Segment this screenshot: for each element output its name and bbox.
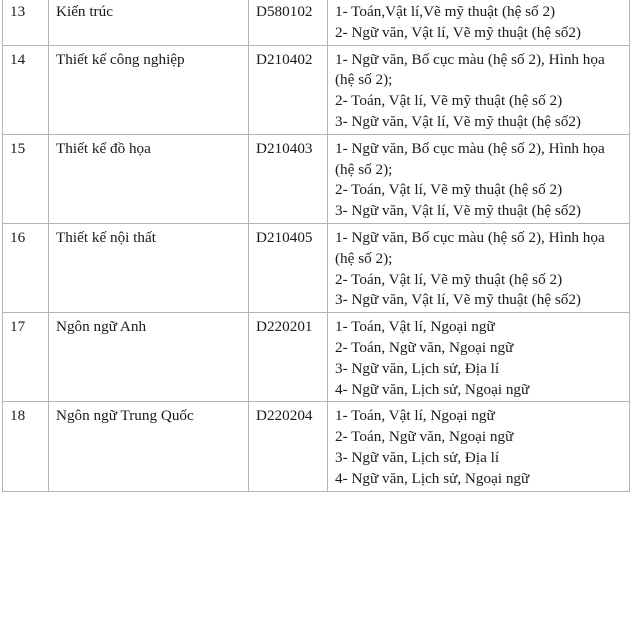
admissions-table: [2, 0, 630, 492]
table-body: [3, 0, 630, 491]
subject-combination: 3- Ngữ văn, Vật lí, Vẽ mỹ thuật (hệ số2): [335, 202, 581, 220]
table-row: [3, 402, 630, 491]
major-name: Thiết kế nội thất: [49, 223, 249, 312]
subject-combination: 1- Toán, Vật lí, Ngoại ngữ: [335, 407, 495, 425]
major-code: D220204: [249, 402, 328, 491]
row-number: 16: [3, 223, 49, 312]
row-number: 18: [3, 402, 49, 491]
subject-combinations: [328, 134, 630, 223]
row-number: 17: [3, 313, 49, 402]
subject-combination: 2- Toán, Vật lí, Vẽ mỹ thuật (hệ số 2): [335, 92, 563, 110]
major-name: Ngôn ngữ Trung Quốc: [49, 402, 249, 491]
major-code: D210403: [249, 134, 328, 223]
subject-combination: 3- Ngữ văn, Lịch sử, Địa lí: [335, 448, 500, 466]
subject-combination: 3- Ngữ văn, Vật lí, Vẽ mỹ thuật (hệ số2): [335, 112, 581, 130]
table-row: [3, 45, 630, 134]
subject-combination: 1- Toán, Vật lí, Ngoại ngữ: [335, 318, 495, 336]
subject-combination: 3- Ngữ văn, Vật lí, Vẽ mỹ thuật (hệ số2): [335, 291, 581, 309]
subject-combination: 1- Ngữ văn, Bố cục màu (hệ số 2), Hình họa (hệ số 2);: [335, 228, 605, 267]
table-row: [3, 223, 630, 312]
subject-combination: 2- Toán, Vật lí, Vẽ mỹ thuật (hệ số 2): [335, 181, 563, 199]
subject-combination: 3- Ngữ văn, Lịch sử, Địa lí: [335, 359, 500, 377]
subject-combination: 1- Toán,Vật lí,Vẽ mỹ thuật (hệ số 2): [335, 3, 556, 20]
major-name: Thiết kế đồ họa: [49, 134, 249, 223]
row-number: 14: [3, 45, 49, 134]
row-number: 15: [3, 134, 49, 223]
subject-combinations: [328, 45, 630, 134]
major-name: Ngôn ngữ Anh: [49, 313, 249, 402]
subject-combination: 4- Ngữ văn, Lịch sử, Ngoại ngữ: [335, 469, 530, 487]
table-row: [3, 313, 630, 402]
subject-combination: 4- Ngữ văn, Lịch sử, Ngoại ngữ: [335, 380, 530, 398]
subject-combination: 2- Toán, Ngữ văn, Ngoại ngữ: [335, 338, 514, 356]
major-code: D220201: [249, 313, 328, 402]
subject-combinations: [328, 223, 630, 312]
subject-combinations: [328, 0, 630, 45]
major-code: D210405: [249, 223, 328, 312]
major-code: D210402: [249, 45, 328, 134]
subject-combination: 2- Toán, Vật lí, Vẽ mỹ thuật (hệ số 2): [335, 270, 563, 288]
major-name: Thiết kế công nghiệp: [49, 45, 249, 134]
subject-combination: 1- Ngữ văn, Bố cục màu (hệ số 2), Hình họa (hệ số 2);: [335, 139, 605, 178]
major-name: Kiến trúc: [49, 0, 249, 45]
table-row: [3, 0, 630, 45]
subject-combinations: [328, 402, 630, 491]
table-row: [3, 134, 630, 223]
subject-combination: 2- Ngữ văn, Vật lí, Vẽ mỹ thuật (hệ số2): [335, 23, 581, 41]
row-number: 13: [3, 0, 49, 45]
subject-combination: 2- Toán, Ngữ văn, Ngoại ngữ: [335, 428, 514, 446]
subject-combinations: [328, 313, 630, 402]
major-code: D580102: [249, 0, 328, 45]
subject-combination: 1- Ngữ văn, Bố cục màu (hệ số 2), Hình họa (hệ số 2);: [335, 50, 605, 89]
